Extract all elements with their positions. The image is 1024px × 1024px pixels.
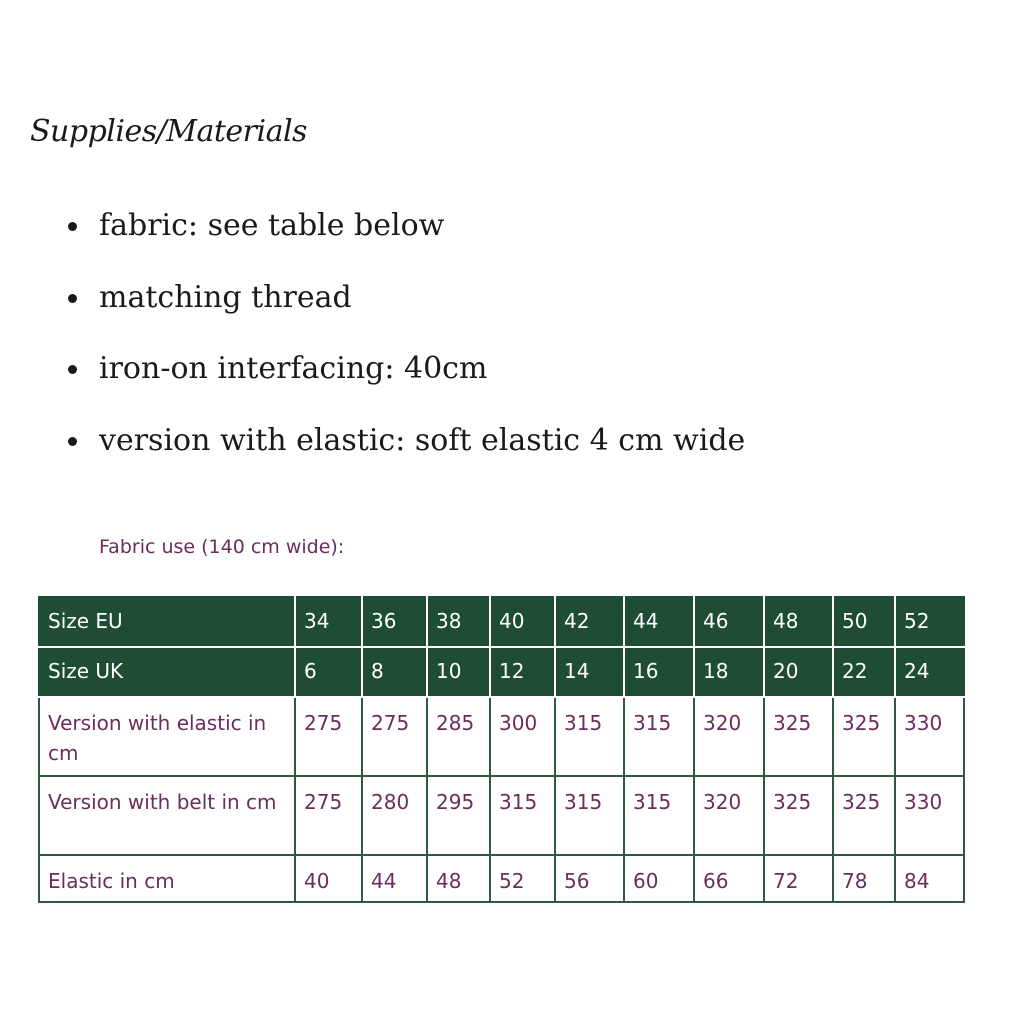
table-cell: 48 xyxy=(764,597,833,647)
table-cell: 275 xyxy=(295,697,362,776)
section-heading: Supplies/Materials xyxy=(30,114,307,149)
supply-item-text: matching thread xyxy=(99,279,352,315)
table-cell: 325 xyxy=(833,776,895,855)
bullet-icon xyxy=(68,294,77,303)
table-cell: 52 xyxy=(490,855,555,902)
table-cell: 48 xyxy=(427,855,490,902)
table-cell: 34 xyxy=(295,597,362,647)
table-cell: 44 xyxy=(624,597,694,647)
table-cell: 320 xyxy=(694,697,764,776)
table-header-row xyxy=(39,647,964,697)
table-cell: 315 xyxy=(490,776,555,855)
table-cell: 42 xyxy=(555,597,624,647)
table-row xyxy=(39,855,964,902)
table-cell: 330 xyxy=(895,697,964,776)
table-row xyxy=(39,697,964,776)
table-cell: 14 xyxy=(555,647,624,697)
bullet-icon xyxy=(68,437,77,446)
table-cell: 46 xyxy=(694,597,764,647)
table-cell: 295 xyxy=(427,776,490,855)
row-label: Size UK xyxy=(39,647,295,697)
table-cell: 36 xyxy=(362,597,427,647)
supply-item-text: iron-on interfacing: 40cm xyxy=(99,351,488,386)
table-cell: 50 xyxy=(833,597,895,647)
supply-item xyxy=(0,196,745,268)
table-cell: 315 xyxy=(555,776,624,855)
table-cell: 275 xyxy=(362,697,427,776)
table-cell: 12 xyxy=(490,647,555,697)
table-cell: 315 xyxy=(555,697,624,776)
table-cell: 66 xyxy=(694,855,764,902)
supply-item-text: fabric: see table below xyxy=(99,208,445,243)
table-cell: 18 xyxy=(694,647,764,697)
table-cell: 52 xyxy=(895,597,964,647)
table-row xyxy=(39,776,964,855)
table-cell: 330 xyxy=(895,776,964,855)
table-cell: 40 xyxy=(295,855,362,902)
table-cell: 10 xyxy=(427,647,490,697)
supply-item xyxy=(0,268,745,340)
supply-list xyxy=(0,196,745,482)
table-cell: 40 xyxy=(490,597,555,647)
bullet-icon xyxy=(68,222,77,231)
table-cell: 20 xyxy=(764,647,833,697)
row-label: Size EU xyxy=(39,597,295,647)
supply-item-text: version with elastic: soft elastic 4 cm wide xyxy=(99,422,746,458)
table-cell: 44 xyxy=(362,855,427,902)
table-cell: 320 xyxy=(694,776,764,855)
table-cell: 315 xyxy=(624,697,694,776)
table-caption: Fabric use (140 cm wide): xyxy=(99,536,345,558)
table-cell: 24 xyxy=(895,647,964,697)
bullet-icon xyxy=(68,365,77,374)
table-cell: 275 xyxy=(295,776,362,855)
table-cell: 325 xyxy=(764,697,833,776)
supply-item xyxy=(0,339,745,411)
table-cell: 315 xyxy=(624,776,694,855)
supply-item xyxy=(0,411,745,483)
table-cell: 60 xyxy=(624,855,694,902)
table-cell: 78 xyxy=(833,855,895,902)
table-cell: 56 xyxy=(555,855,624,902)
table-cell: 280 xyxy=(362,776,427,855)
row-label: Elastic in cm xyxy=(39,855,295,902)
table-cell: 6 xyxy=(295,647,362,697)
table-cell: 300 xyxy=(490,697,555,776)
table-cell: 325 xyxy=(764,776,833,855)
table-cell: 22 xyxy=(833,647,895,697)
table-cell: 325 xyxy=(833,697,895,776)
table-cell: 84 xyxy=(895,855,964,902)
fabric-use-table xyxy=(38,596,965,903)
row-label: Version with belt in cm xyxy=(39,776,295,855)
table-cell: 72 xyxy=(764,855,833,902)
table-cell: 285 xyxy=(427,697,490,776)
table-cell: 38 xyxy=(427,597,490,647)
table-cell: 16 xyxy=(624,647,694,697)
table-header-row xyxy=(39,597,964,647)
row-label: Version with elastic in cm xyxy=(39,697,295,776)
table-cell: 8 xyxy=(362,647,427,697)
